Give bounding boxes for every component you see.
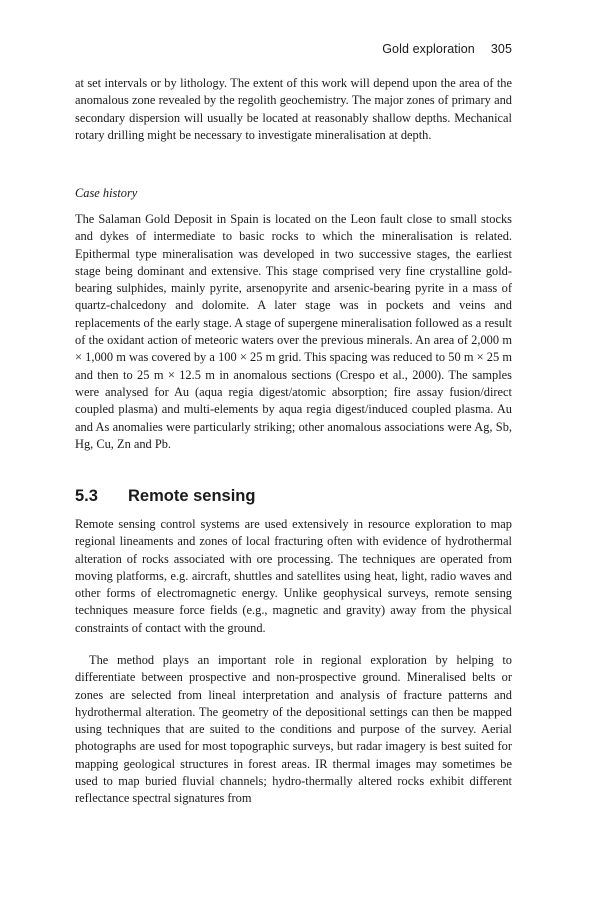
running-header [382,42,512,56]
section-paragraph-1: Remote sensing control systems are used extensively in resource exploration to map regional lineaments and zones of local fracturing often with evidence of hydrothermal alteration of rocks associated with ore processing. The techniques are operated from moving platforms, e.g. aircraft, shuttles and satellites using heat, light, radio waves and other forms of electromagnetic energy. Unlike geophysical surveys, remote sensing techniques measure force fields (e.g., magnetic and gravity) away from the physical constraints of contact with the ground. [75,517,512,635]
running-title: Gold exploration [382,42,475,56]
case-history-heading: Case history [75,186,138,200]
section-title: Remote sensing [128,487,256,505]
continuation-paragraph: at set intervals or by lithology. The extent of this work will depend upon the area of the anomalous zone revealed by the regolith geochemistry. The major zones of primary and secondary dispersion will usually be located at reasonably shallow depths. Mechanical rotary drilling might be necessary to investigate mineralisation at depth. [75,76,512,142]
section-heading [75,487,255,506]
case-history-paragraph: The Salaman Gold Deposit in Spain is located on the Leon fault close to small stocks and dykes of intermediate to basic rocks to which the mineralisation is related. Epithermal type mineralisation was developed in two successive stages, the earliest stage being dominant and extensive. This stage comprised very fine crystalline gold-bearing sulphides, mainly pyrite, arsenopyrite and arsenic-bearing pyrite in a mass of quartz-chalcedony and dolomite. A later stage was in pockets and veins and replacements of the early stage. A stage of supergene mineralisation followed as a result of the oxidant action of meteoric waters over the previous minerals. An area of 2,000 m × 1,000 m was covered by a 100 × 25 m grid. This spacing was reduced to 50 m × 25 m and then to 25 m × 12.5 m in anomalous sections (Crespo et al., 2000). The samples were analysed for Au (aqua regia digest/atomic absorption; fire assay fusion/direct coupled plasma) and multi-elements by aqua regia digest/induced coupled plasma. Au and As anomalies were particularly striking; other anomalous associations were Ag, Sb, Hg, Cu, Zn and Pb. [75,212,512,451]
section-number: 5.3 [75,487,98,505]
section-paragraph-2: The method plays an important role in regional exploration by helping to differentiate between prospective and non-prospective ground. Mineralised belts or zones are selected from lineal interpretation and analysis of fracture patterns and hydrothermal alteration. The geometry of the depositional settings can then be mapped using techniques that are suited to the conditions and purpose of the survey. Aerial photographs are used for most topographic surveys, but radar imagery is best suited for mapping geological structures in forest areas. IR thermal images may sometimes be used to map buried fluvial channels; hydro-thermally altered rocks exhibit different reflectance spectral signatures from [75,653,512,806]
page-number: 305 [490,42,512,56]
